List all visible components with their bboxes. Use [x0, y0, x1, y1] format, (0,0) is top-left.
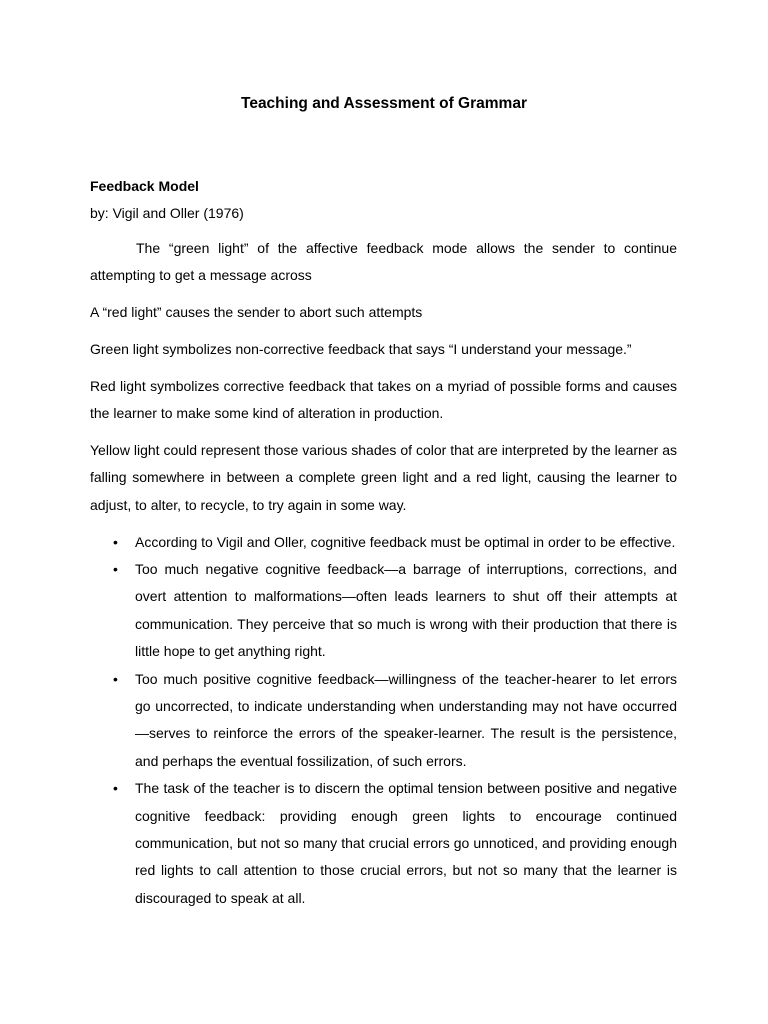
bullet-icon: • — [113, 670, 118, 687]
paragraph: A “red light” causes the sender to abort such attempts — [90, 304, 423, 321]
section-byline: by: Vigil and Oller (1976) — [90, 205, 244, 221]
bullet-item — [90, 775, 677, 912]
bullet-text: Too much negative cognitive feedback—a barrage of interruptions, corrections, and overt attention to malformations—often leads learners to shut off their attempts at communication. They perceive that so much is wrong with their production that there is little hope to get anything right. — [135, 561, 677, 660]
bullet-item — [90, 666, 677, 776]
bullet-icon: • — [113, 561, 118, 578]
bullet-text: Too much positive cognitive feedback—willingness of the teacher-hearer to let errors go uncorrected, to indicate understanding when understanding may not have occurred—serves to reinforce the errors of the speaker-learner. The result is the persistence, and perhaps the eventual fossilization, of such errors. — [135, 670, 677, 769]
bullet-text: According to Vigil and Oller, cognitive feedback must be optimal in order to be effective. — [135, 533, 676, 550]
paragraph: Red light symbolizes corrective feedback that takes on a myriad of possible forms and causes the learner to make some kind of alteration in production. — [90, 377, 677, 422]
document-title: Teaching and Assessment of Grammar — [241, 95, 527, 112]
bullet-icon: • — [113, 533, 118, 550]
section-heading: Feedback Model — [90, 178, 199, 194]
bullet-item — [90, 529, 677, 556]
bullet-text: The task of the teacher is to discern the optimal tension between positive and negative cognitive feedback: providing enough green lights to encourage continued communication, but not so many that crucial errors go unnoticed, and providing enough red lights to call attention to those crucial errors, but not so many that the learner is discouraged to speak at all. — [135, 780, 677, 906]
document-body — [90, 235, 677, 912]
bullet-icon: • — [113, 780, 118, 797]
paragraph: Yellow light could represent those various shades of color that are interpreted by the learner as falling somewhere in between a complete green light and a red light, causing the learner to adjust, to alter, to recycle, to try again in some way. — [90, 442, 677, 513]
bullet-list — [90, 529, 677, 913]
paragraph: Green light symbolizes non-corrective feedback that says “I understand your message.” — [90, 341, 632, 357]
paragraph: The “green light” of the affective feedback mode allows the sender to continue attempting to get a message across — [90, 240, 677, 284]
bullet-item — [90, 556, 677, 666]
